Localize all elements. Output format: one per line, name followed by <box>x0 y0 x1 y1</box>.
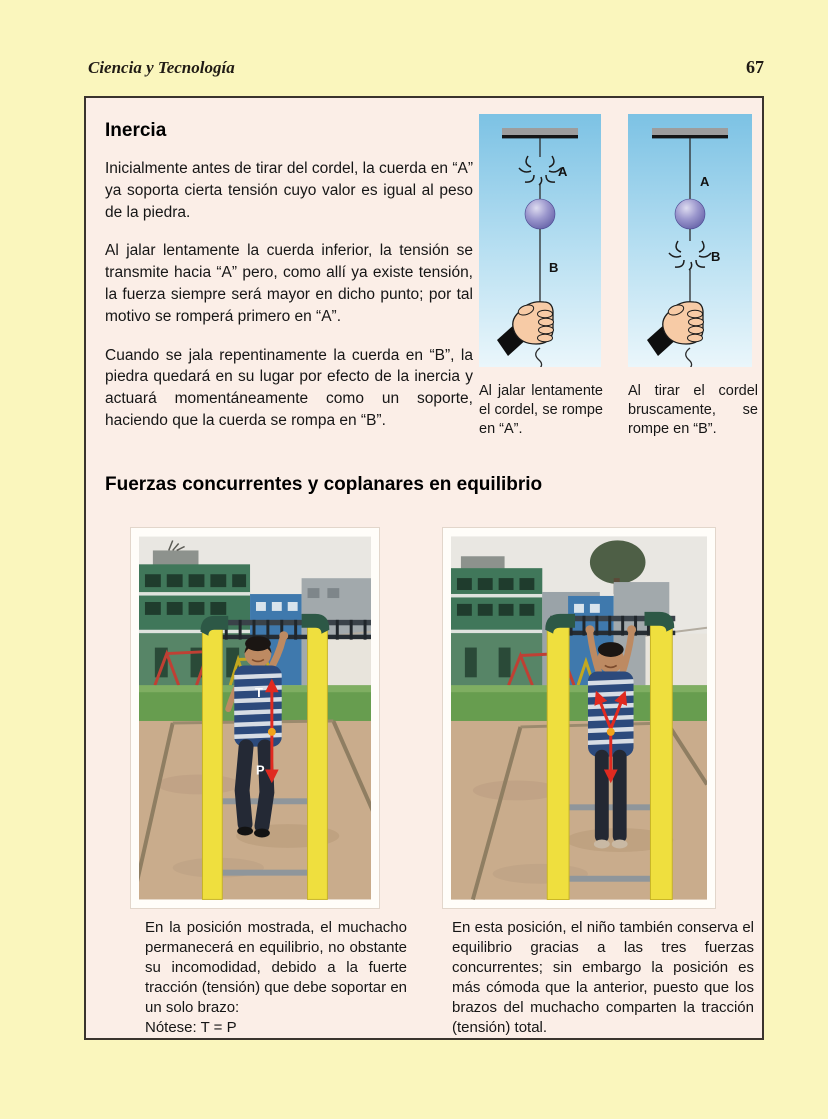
label-B: B <box>711 249 721 264</box>
photo-caption-right: En esta posición, el niño también conserva el equilibrio gracias a las tres fuerzas concurrentes; sin embargo la posición es más cómoda que la anterior, puesto que los brazos del muchacho comparten la tracción (tensión) total. <box>452 919 754 1036</box>
heading-inercia: Inercia <box>105 120 167 141</box>
diagram-break-at-B-svg <box>628 114 752 367</box>
hair <box>598 642 624 657</box>
running-head <box>84 58 764 82</box>
photo-caption-left-text: En la posición mostrada, el muchacho permanecerá en equilibrio, no obstante su incomodidad, debido a la fuerte tracción (tensión) que debe soportar en un solo brazo: <box>145 919 407 1016</box>
concurrence-dot <box>607 728 615 736</box>
diagram-break-at-A-svg <box>479 114 601 367</box>
ceiling-bar <box>652 128 728 138</box>
sandal <box>594 840 610 849</box>
photo-two-arms <box>442 527 716 909</box>
photo-caption-left-note: Nótese: T = P <box>145 1019 237 1036</box>
inercia-text-column <box>105 158 473 449</box>
photo-one-arm <box>130 527 380 909</box>
heading-fuerzas: Fuerzas concurrentes y coplanares en equilibrio <box>105 474 543 495</box>
concurrence-dot <box>268 728 276 736</box>
label-T: T <box>255 685 263 701</box>
paragraph-2: Al jalar lentamente la cuerda inferior, la tensión se transmite hacia “A” pero, como allí ya existe tensión, la fuerza siempre será mayor en dicho punto; por tal motivo se romperá primero en “A”. <box>105 242 473 325</box>
diagram-caption-right: Al tirar el cordel bruscamente, se rompe en “B”. <box>628 383 758 437</box>
shoe <box>254 829 270 838</box>
hair <box>245 636 271 651</box>
right-leg <box>262 747 267 826</box>
photo-caption-left <box>145 918 407 1038</box>
green-building <box>451 556 542 685</box>
photo-one-arm-svg <box>139 536 371 900</box>
diagram-break-at-B <box>628 114 752 367</box>
stone-ball <box>675 199 705 229</box>
label-A: A <box>558 164 568 179</box>
shoe <box>237 827 253 836</box>
content-box <box>84 96 764 1040</box>
page-number: 67 <box>746 57 764 77</box>
sandal <box>612 840 628 849</box>
photo-two-arms-svg <box>451 536 707 900</box>
paragraph-3: Cuando se jala repentinamente la cuerda en “B”, la piedra quedará en su lugar por efecto de la inercia y actuará momentáneamente como un soporte, haciendo que la cuerda se rompa en “B”. <box>105 346 473 429</box>
diagram-break-at-A <box>479 114 601 367</box>
label-P: P <box>255 762 265 778</box>
ceiling-bar <box>502 128 578 138</box>
label-B: B <box>549 260 559 275</box>
paragraph-1: Inicialmente antes de tirar del cordel, la cuerda en “A” ya soporta cierta tensión cuyo valor es igual al peso de la piedra. <box>105 160 473 221</box>
journal-title: Ciencia y Tecnología <box>88 58 235 77</box>
label-A: A <box>700 174 710 189</box>
diagram-caption-left: Al jalar lentamente el cordel, se rompe en “A”. <box>479 383 603 437</box>
striped-shirt <box>232 665 284 746</box>
stone-ball <box>525 199 555 229</box>
left-leg <box>242 747 246 824</box>
